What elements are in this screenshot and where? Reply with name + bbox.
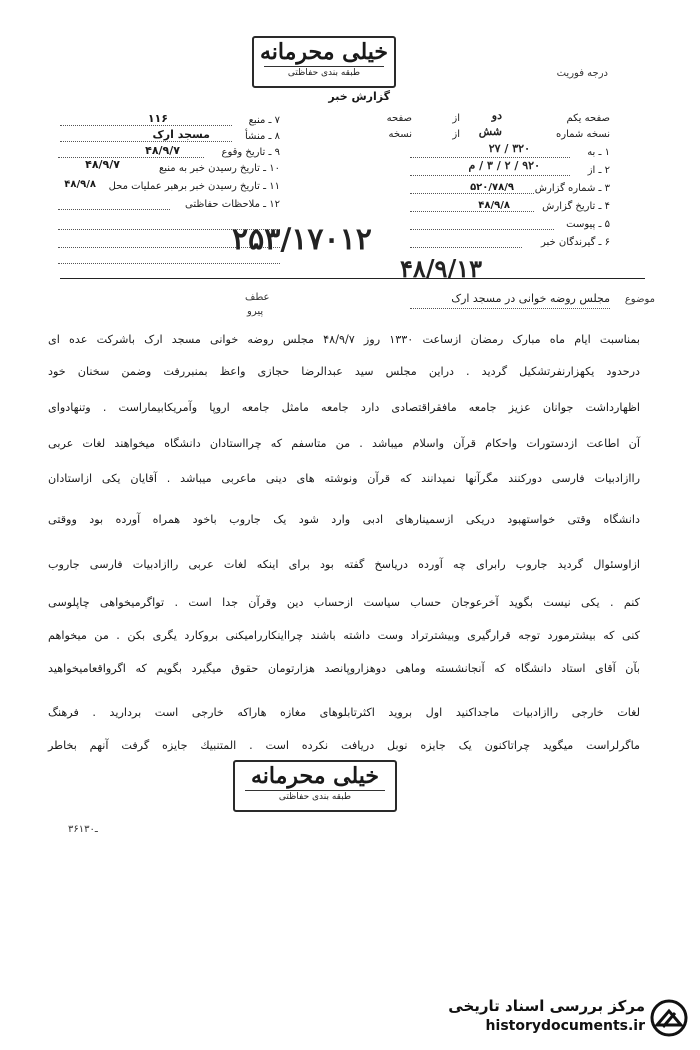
follow-note: پیرو <box>247 306 264 317</box>
field-label: ۹ ـ تاریخ وقوع <box>221 147 280 158</box>
field-label: ۶ ـ گیرندگان خبر <box>540 237 610 248</box>
source-row <box>58 114 280 128</box>
subject-value: مجلس روضه خوانی در مسجد ارک <box>451 292 610 305</box>
field-value: ۴۸/۹/۸ <box>64 179 96 190</box>
handwritten-code: ۲۵۳/۱۷۰۱۲ <box>232 222 372 257</box>
to-row <box>410 142 610 160</box>
field-tail: نسخه <box>388 129 412 140</box>
security-notes-row <box>58 198 280 212</box>
field-value: شش <box>478 125 502 138</box>
stamp-sub-text: طبقه بندی حفاظتی <box>264 66 384 79</box>
body-line: اظهارداشت جوانان عزیز جامعه مافقراقتصادی دارد جامعه مامثل جامعه اروپا وآمریکابیماراست . وتنهادوای <box>48 401 640 414</box>
archive-name: مرکز بررسی اسناد تاریخی <box>448 997 645 1015</box>
field-label: ۵ ـ پیوست <box>566 219 610 230</box>
stamp-main-text: خیلی محرمانه <box>259 39 389 65</box>
field-label: ۱۱ ـ تاریخ رسیدن خبر برهبر عملیات محل <box>108 181 280 192</box>
recipients-row <box>410 236 610 250</box>
body-line: کنم . یکی نیست بگوید آخرعوجان حساب سیاست ازحساب دین وقرآن جدا است . تواگرمیخواهی چاپلوسی <box>48 596 640 609</box>
field-label: ۳ ـ شماره گزارش <box>534 183 610 194</box>
field-label: ۷ ـ منبع <box>248 115 280 126</box>
field-value: ۱۱۶ <box>147 112 168 125</box>
archive-logo <box>425 993 695 1043</box>
stamp-main-text: خیلی محرمانه <box>250 763 380 789</box>
field-tail: صفحه <box>386 113 412 124</box>
field-value: مسجد ارک <box>152 128 210 141</box>
received-ops-date-row <box>58 180 280 194</box>
body-line: ازاوسئوال گردید جاروب رابرای چه آورده دریاسخ گفته بود برای اینکه لغات عربی راازادبیات فارسی جاروب <box>48 558 640 571</box>
classification-stamp-top <box>252 36 396 88</box>
archive-book-icon <box>649 999 689 1037</box>
field-label: ۲ ـ از <box>587 165 610 176</box>
body-line: آن اطاعت ازدستورات واحکام قرآن واسلام میباشد . من متاسفم که چرااستادان دانشگاه میخواهند لغات عربی <box>48 437 640 450</box>
field-value: ۳۲۰ / ۲۷ <box>488 142 530 155</box>
divider-line <box>60 278 645 279</box>
classification-stamp-bottom <box>233 760 397 812</box>
field-value: ۹۲۰ / ۲ / ۳ / م <box>468 159 540 172</box>
copy-number-row <box>388 125 610 142</box>
field-value: دو <box>491 109 502 122</box>
archive-url: historydocuments.ir <box>485 1018 645 1034</box>
stamp-sub-text: طبقه بندی حفاظتی <box>245 790 385 803</box>
field-value: ۴۸/۹/۸ <box>478 200 510 211</box>
report-number-row <box>410 182 610 196</box>
handwritten-date: ۴۸/۹/۱۳ <box>400 254 482 283</box>
urgency-label: درجه فوریت <box>556 68 608 79</box>
field-mid: از <box>452 113 460 124</box>
body-line: درحدود یکهزارنفرتشکیل گردید . دراین مجلس سید عبدالرضا حجازی واعظ بمنبررفت وضمن سخنان خود <box>48 365 640 378</box>
received-source-date-row <box>58 158 280 176</box>
field-value: ۴۸/۹/۷ <box>145 144 180 157</box>
body-line: دانشگاه وقتی خواستهبود دریکی ازسمینارهای ادبی وارد شود یک جاروب باخود همراه آورده بود ووقتی <box>48 513 640 526</box>
page-number-row <box>386 109 610 126</box>
origin-row <box>58 130 280 144</box>
body-line: کنی که بیشترمورد توجه قرارگیری وبیشترتراد وست داشته باشند چرااینکاررامیکنی بروکارد یگری بکن . من میخواهم <box>48 629 640 642</box>
field-label: نسخه شماره <box>556 129 610 140</box>
field-label: ۸ ـ منشأ <box>244 131 280 142</box>
body-line: بمناسبت ایام ماه مبارک رمضان ازساعت ۱۳۳۰ روز ۴۸/۹/۷ مجلس روضه خوانی مسجد ارک باشرکت عده ای <box>48 333 640 346</box>
reference-note: عطف <box>245 292 270 303</box>
field-value: ۵۲۰/۷۸/۹ <box>470 182 514 193</box>
field-mid: از <box>452 129 460 140</box>
report-title: گزارش خبر <box>328 90 390 103</box>
field-label: ۱ ـ به <box>587 147 610 158</box>
body-line: راازادبیات فارسی دورکنند مگرآنها نمیدانند که قرآن ونوشته های دینی ماعربی میباشد . آقایان یکی ازاستادان <box>48 472 640 485</box>
body-line: ماگرلراست میگوید چراتاکنون یک جایزه نوبل دریافت نکرده است . المتنبیك جایزه گرفت آنهم بخاطر <box>48 739 640 752</box>
body-line: لغات خارجی راازادبیات ماجداکنید اول بروید اکثرتابلوهای مغازه هاراکه خارجی است برداريد . فرهنگ <box>48 706 640 719</box>
field-label: ۱۰ ـ تاریخ رسیدن خبر به منبع <box>158 163 280 174</box>
subject-underline <box>410 308 610 309</box>
body-line: بآن آقای استاد دانشگاه که آنجانشسته وماهی دوهزاروپانصد هزارتومان حقوق میگیرد بگویم که اگرواقعامیخواهید <box>48 662 640 675</box>
field-value: ۴۸/۹/۷ <box>85 158 120 171</box>
subject-label: موضوع <box>624 294 655 305</box>
report-date-row <box>410 200 610 214</box>
page-code: ۳۶ـ۱۳۰ <box>68 824 98 835</box>
field-label: ۴ ـ تاریخ گزارش <box>542 201 610 212</box>
attachment-row <box>410 218 610 232</box>
field-label: ۱۲ ـ ملاحظات حفاظتی <box>185 199 280 210</box>
from-row <box>410 159 610 178</box>
field-label: صفحه یکم <box>566 113 610 124</box>
